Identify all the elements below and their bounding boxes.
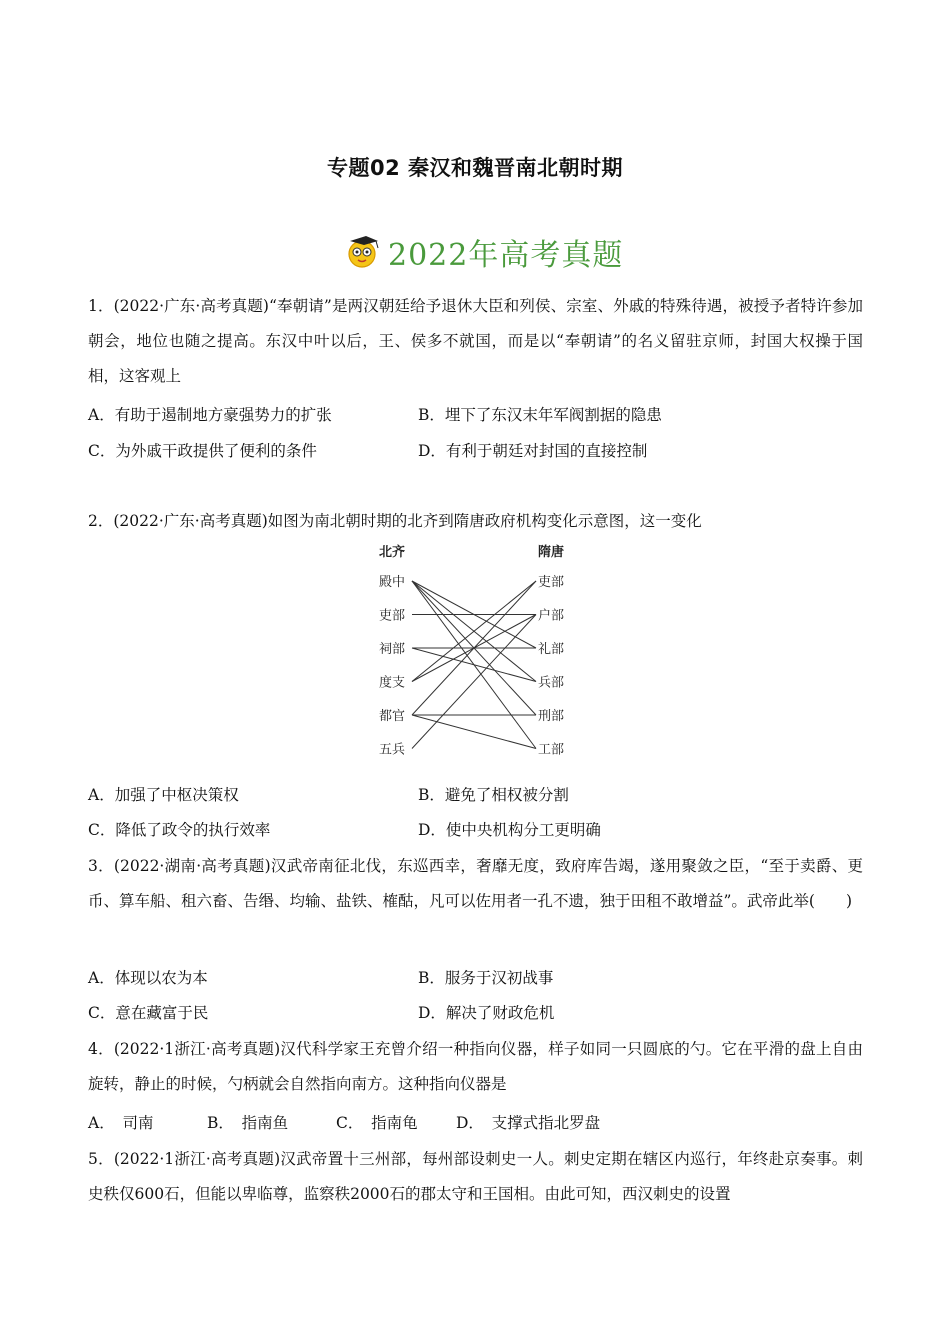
question-3-option-c[interactable]: C．意在藏富于民	[88, 1004, 209, 1022]
diagram-right-column	[538, 574, 564, 758]
diagram-left-column	[379, 574, 405, 758]
diagram-left-item: 五兵	[379, 742, 406, 758]
diagram-right-item: 礼部	[538, 642, 565, 657]
question-3-option-d[interactable]: D．解决了财政危机	[418, 1004, 555, 1022]
page-title: 专题02 秦汉和魏晋南北朝时期	[326, 156, 624, 180]
question-1-option-c[interactable]: C．为外戚干政提供了便利的条件	[88, 442, 317, 460]
question-1-option-b[interactable]: B．埋下了东汉末年军阀割据的隐患	[418, 406, 662, 424]
diagram-link-line	[412, 715, 536, 749]
question-4-option-b[interactable]: B． 指南鱼	[207, 1114, 289, 1132]
question-2-option-a[interactable]: A．加强了中枢决策权	[88, 786, 239, 804]
question-2-option-d[interactable]: D．使中央机构分工更明确	[418, 821, 601, 839]
question-4-option-a[interactable]: A． 司南	[88, 1114, 154, 1132]
diagram-right-item: 吏部	[538, 575, 565, 590]
diagram-right-item: 户部	[538, 608, 565, 624]
diagram-left-item: 吏部	[379, 608, 406, 624]
question-1-text: 1．(2022·广东·高考真题)“奉朝请”是两汉朝廷给予退休大臣和列侯、宗室、外戚的特殊待遇，被授予者特许参加朝会，地位也随之提高。东汉中叶以后，王、侯多不就国，而是以“奉朝请”的名义留驻京师，封国大权操于国相，这客观上	[88, 297, 863, 385]
question-3-option-a[interactable]: A．体现以农为本	[88, 969, 208, 987]
question-3-text: 3．(2022·湖南·高考真题)汉武帝南征北伐，东巡西幸，奢靡无度，致府库告竭，遂用聚敛之臣，“至于卖爵、更币、算车船、租六畜、告缗、均输、盐铁、榷酤，凡可以佐用者一孔不遗，独于田租不敢增益”。武帝此举( )	[88, 857, 863, 910]
diagram-right-header: 隋唐	[538, 545, 565, 560]
government-structure-diagram	[372, 538, 582, 768]
question-2-option-b[interactable]: B．避免了相权被分割	[418, 786, 569, 804]
diagram-left-item: 都官	[379, 709, 406, 724]
diagram-left-item: 度支	[379, 675, 406, 691]
question-3-option-b[interactable]: B．服务于汉初战事	[418, 969, 554, 987]
diagram-right-item: 刑部	[538, 709, 565, 724]
question-4-text: 4．(2022·1浙江·高考真题)汉代科学家王充曾介绍一种指向仪器，样子如同一只圆底的勺。它在平滑的盘上自由旋转，静止的时候，勺柄就会自然指向南方。这种指向仪器是	[88, 1040, 863, 1093]
question-2-text: 2．(2022·广东·高考真题)如图为南北朝时期的北齐到隋唐政府机构变化示意图，这一变化	[88, 512, 702, 530]
section-banner	[0, 228, 950, 276]
diagram-right-item: 兵部	[538, 675, 565, 691]
diagram-left-item: 祠部	[379, 642, 406, 657]
diagram-left-item: 殿中	[379, 575, 406, 590]
question-1-option-a[interactable]: A．有助于遏制地方豪强势力的扩张	[88, 406, 332, 424]
question-4-option-d[interactable]: D． 支撑式指北罗盘	[456, 1114, 601, 1132]
diagram-link-line	[412, 648, 536, 682]
diagram-right-item: 工部	[538, 742, 565, 758]
question-4-option-c[interactable]: C． 指南龟	[336, 1114, 418, 1132]
banner-title: 2022年高考真题	[388, 238, 624, 273]
question-2-option-c[interactable]: C．降低了政令的执行效率	[88, 821, 271, 839]
diagram-link-line	[412, 615, 536, 749]
question-1-option-d[interactable]: D．有利于朝廷对封国的直接控制	[418, 442, 648, 460]
diagram-links	[412, 581, 536, 749]
diagram-left-header: 北齐	[379, 545, 406, 560]
mascot-logo-icon	[336, 232, 382, 272]
question-5-text: 5．(2022·1浙江·高考真题)汉武帝置十三州部，每州部设刺史一人。刺史定期在辖区内巡行，年终赴京奏事。刺史秩仅600石，但能以卑临尊，监察秩2000石的郡太守和王国相。由此可知，西汉刺史的设置	[88, 1150, 863, 1203]
